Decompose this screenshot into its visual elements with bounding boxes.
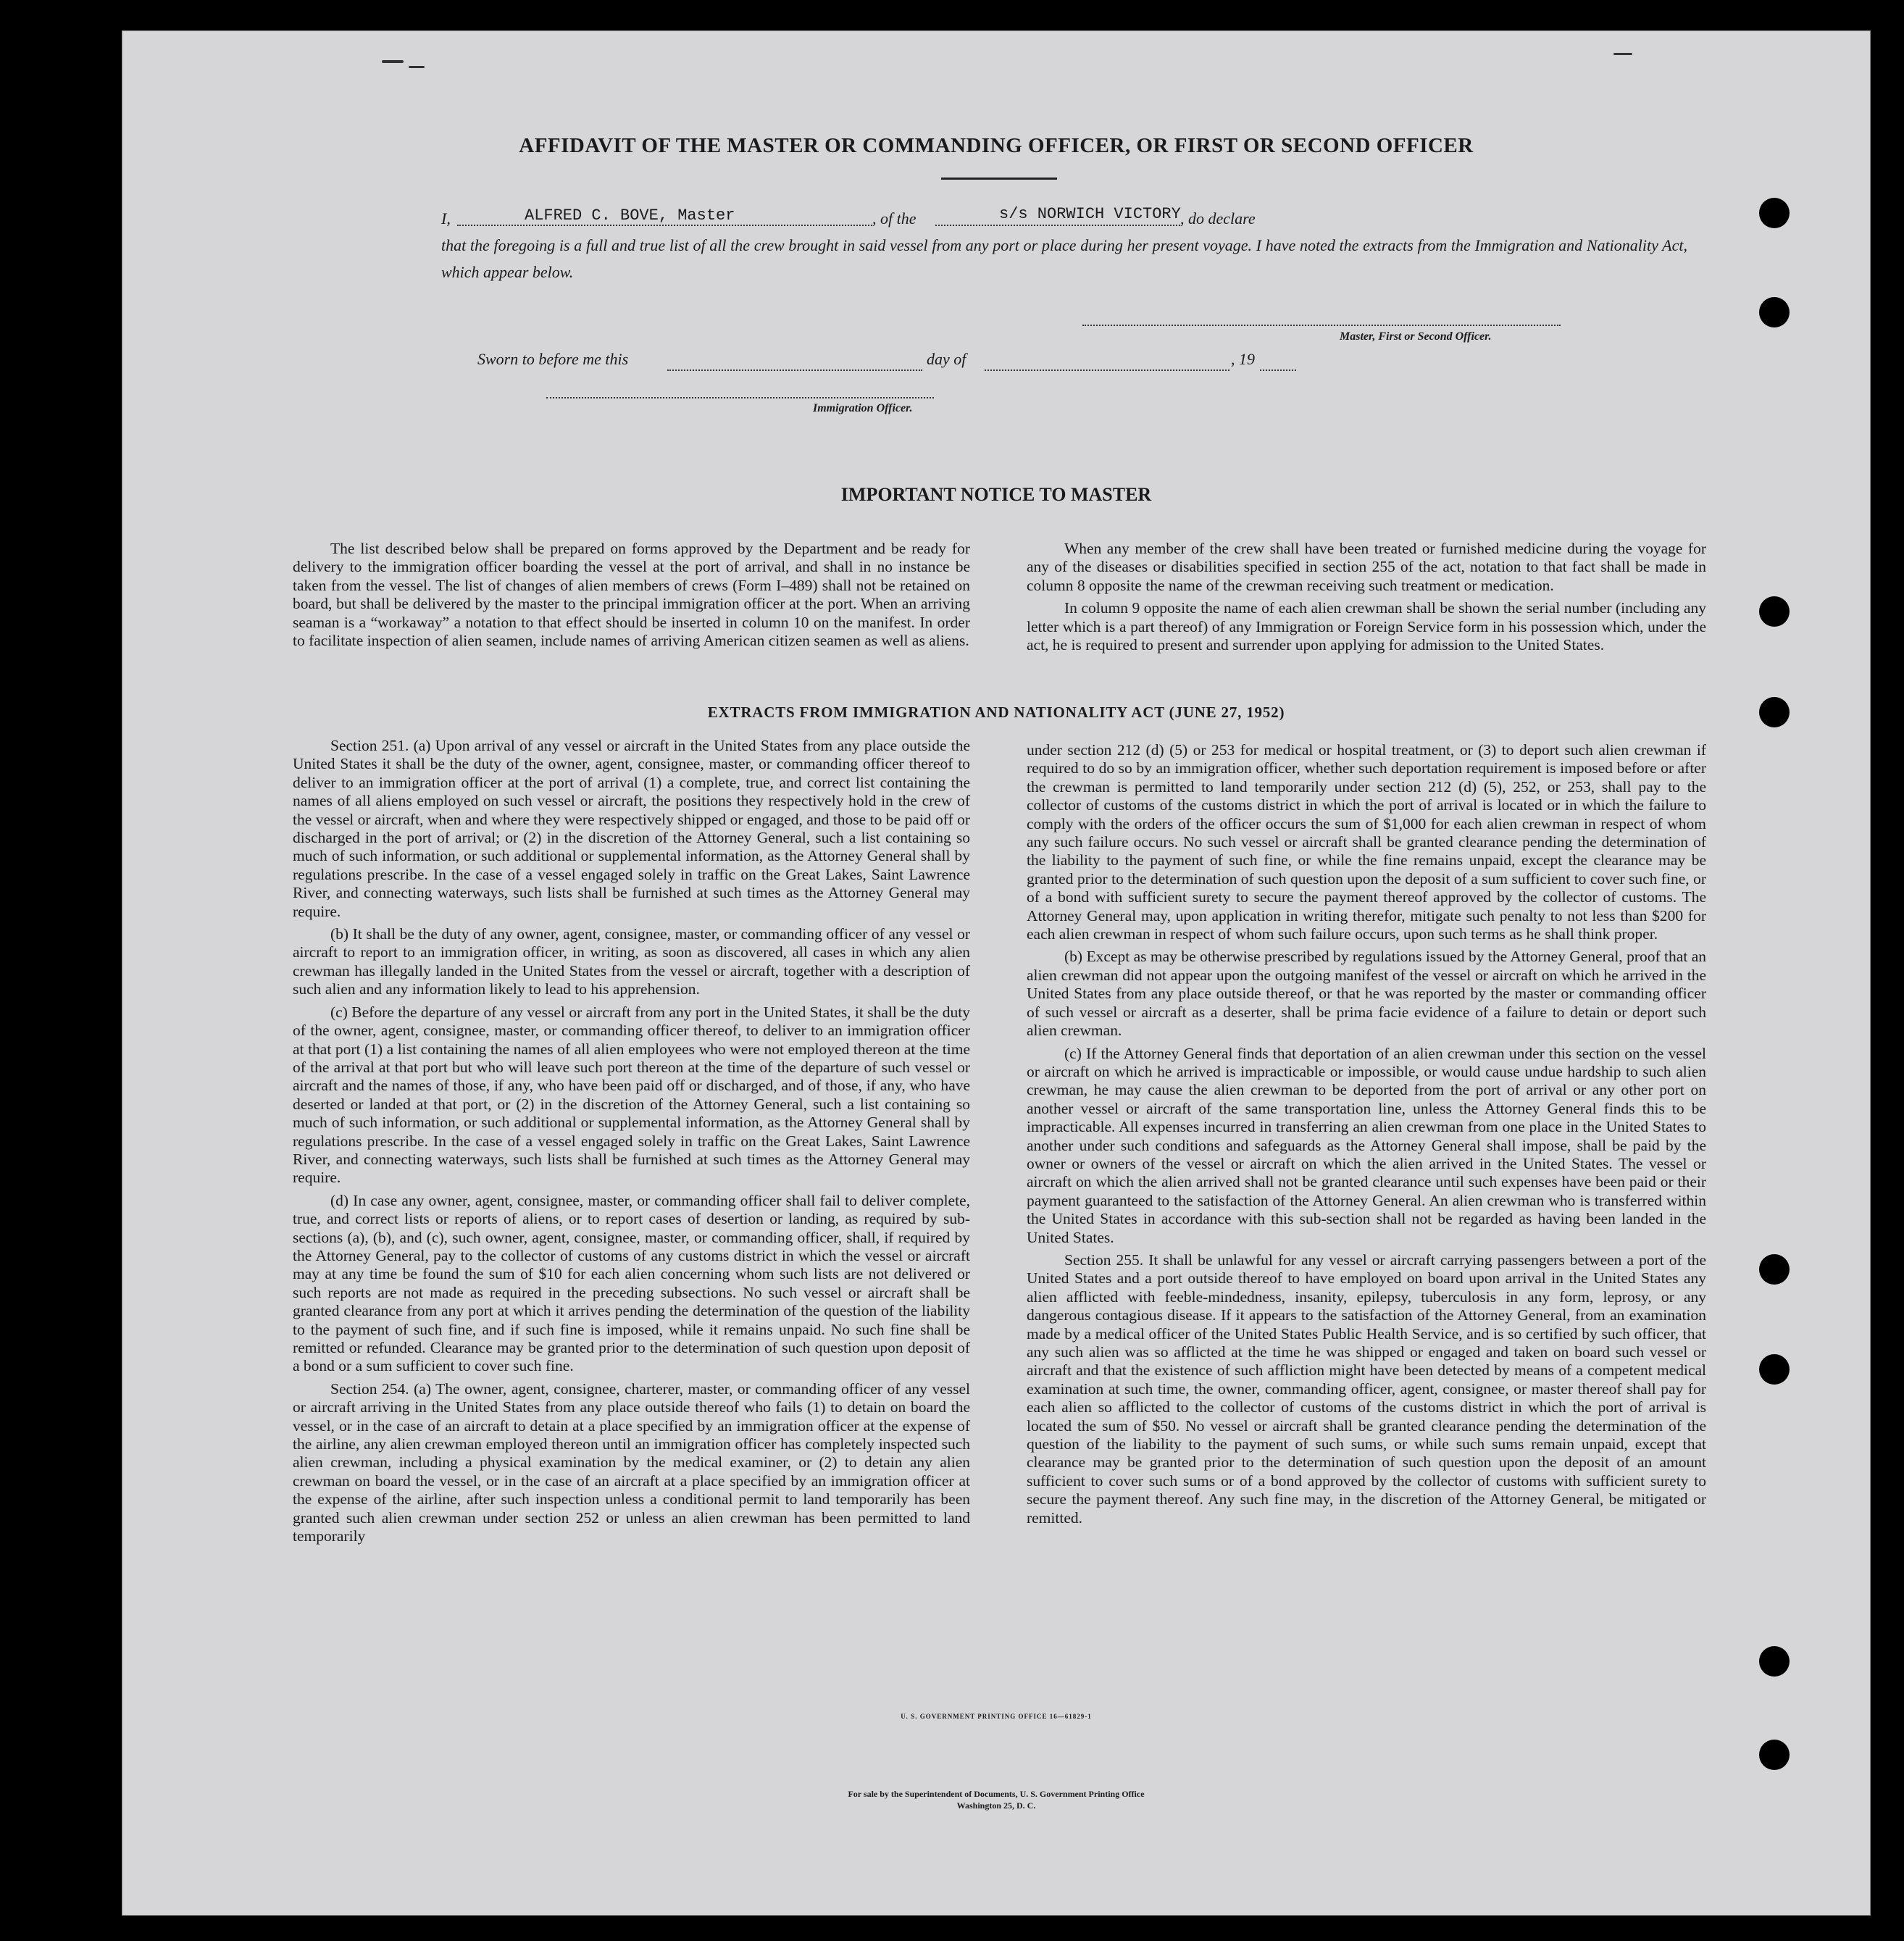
- title-underline: [941, 178, 1057, 180]
- scan-mark: [382, 60, 404, 63]
- document-page: [122, 30, 1871, 1916]
- punch-hole-icon: [1759, 697, 1790, 727]
- act-paragraph: (b) It shall be the duty of any owner, agent, consignee, master, or commanding officer of any vessel or aircraft to report to an immigration officer, in writing, as soon as discovered, all cases in which any alien crewman has illegally landed in the United States from the vessel or aircraft, together with a description of such alien and any information likely to lead to his apprehension.: [293, 925, 970, 998]
- notice-paragraph: In column 9 opposite the name of each alien crewman shall be shown the serial number (including any letter which is a part thereof) of any Immigration or Foreign Service form in his possession which, under the act, he is required to present and surrender upon applying for admission to the United States.: [1027, 599, 1706, 654]
- signature-line[interactable]: [1082, 325, 1561, 326]
- punch-hole-icon: [1759, 1354, 1790, 1385]
- sworn-day-dotted[interactable]: [667, 370, 922, 371]
- year-label: , 19: [1231, 350, 1255, 368]
- declaration-block: [441, 205, 1687, 285]
- act-paragraph: Section 255. It shall be unlawful for any vessel or aircraft carrying passengers between a port of the United States and a port outside thereof to have employed on board upon arrival in the United States any alien afflicted with feeble-mindedness, insanity, epilepsy, tuberculosis in any form, leprosy, or any dangerous contagious disease. If it appears to the satisfaction of the Attorney General, from an examination made by a medical officer of the United States Public Health Service, and is so certified by such officer, that any such alien was so afflicted at the time he was shipped or engaged and taken on board such vessel or aircraft and that the existence of such affliction might have been detected by means of a competent medical examination at such time, the owner, commanding officer, agent, consignee, or master thereof shall pay for each alien so afflicted to the collector of customs of the customs district in which the port of arrival is located the sum of $50. No vessel or aircraft shall be granted clearance pending the determination of the question of the liability to the payment of such sums, or while such sums remain unpaid, except that clearance may be granted prior to the determination of such question upon the deposit of an amount sufficient to cover such sums or of a bond approved by the collector of customs with sufficient surety to secure the payment thereof. Any such fine may, in the discretion of the Attorney General, be mitigated or remitted.: [1027, 1251, 1706, 1527]
- affidavit-title: AFFIDAVIT OF THE MASTER OR COMMANDING OFFICER, OR FIRST OR SECOND OFFICER: [519, 134, 1474, 157]
- act-paragraph: (d) In case any owner, agent, consignee, master, or commanding officer shall fail to deliver complete, true, and correct lists or reports of aliens, or to report cases of desertion or landing, as required by sub-sections (a), (b), and (c), such owner, agent, consignee, master, or commanding officer, shall, if required by the Attorney General, pay to the collector of customs of any customs district in which the vessel or aircraft may at any time be found the sum of $10 for each alien concerning whom such lists are not delivered or such reports are not made as required in the preceding subsections. No such vessel or aircraft shall be granted clearance from any port at which it arrives pending the determination of the question of the liability to the payment of such fine, and if such fine is imposed, while it remains unpaid. No such fine shall be remitted or refunded. Clearance may be granted prior to the determination of such question upon deposit of a bond or a sum sufficient to cover such fine.: [293, 1191, 970, 1375]
- punch-hole-icon: [1759, 198, 1790, 228]
- master-name-field[interactable]: ALFRED C. BOVE, Master: [525, 206, 735, 225]
- scan-mark: [409, 66, 425, 68]
- scan-mark: [1613, 53, 1632, 55]
- do-declare-label: , do declare: [1180, 209, 1256, 228]
- act-right-column: [1027, 741, 1706, 1532]
- notice-left-column: [293, 540, 970, 654]
- declaration-line: [441, 205, 1687, 232]
- for-sale-notice: [122, 1788, 1870, 1811]
- act-paragraph: (c) Before the departure of any vessel or aircraft from any port in the United States, it shall be the duty of the owner, agent, consignee, master, or commanding officer thereof, to deliver to an immigration officer at that port (1) a list containing the names of all alien employees who were not employed thereon at the time of the arrival at that port but who will leave such port thereon at the time of the departure of such vessel or aircraft and the names of those, if any, who have been paid off or discharged, and of those, if any, who have deserted or landed at that port, or (2) in the discretion of the Attorney General, such a list containing so much of such information, or such additional or supplemental information, as the Attorney General shall by regulations prescribe. In the case of a vessel engaged solely in traffic on the Great Lakes, Saint Lawrence River, and connecting waterways, such lists shall be furnished at such times as the Attorney General may require.: [293, 1003, 970, 1187]
- act-paragraph: under section 212 (d) (5) or 253 for medical or hospital treatment, or (3) to deport such alien crewman if required to do so by an immigration officer, whether such deportation requirement is imposed before or after the crewman is permitted to land temporarily under section 212 (d) (5), 252, or 253, shall pay to the collector of customs of the customs district in which the port of arrival is located or in which the failure to comply with the orders of the officer occurs the sum of $1,000 for each alien crewman in respect of whom any such failure occurs. No such vessel or aircraft shall be granted clearance pending the determination of the liability to the payment of such fine, or while the fine remains unpaid, except the clearance may be granted prior to the determination of such question upon the deposit of a sum sufficient to cover such fine, or of a bond with sufficient surety to secure the payment thereof approved by the collector of customs. The Attorney General may, upon application in writing therefor, mitigate such penalty to not less than $200 for each alien crewman in respect of whom such failure occurs, upon such terms as he shall think proper.: [1027, 741, 1706, 943]
- act-paragraph: Section 254. (a) The owner, agent, consignee, charterer, master, or commanding officer of any vessel or aircraft arriving in the United States from any place outside thereof who fails (1) to detain on board the vessel, or in the case of an aircraft to detain at a place specified by an immigration officer at the expense of the airline, any alien crewman employed thereon until an immigration officer has completely inspected such alien crewman, including a physical examination by the medical examiner, or (2) to detain any alien crewman on board the vessel, or in the case of an aircraft at a place specified by an immigration officer at the expense of the airline, after such inspection unless a conditional permit to land temporarily has been granted such alien crewman under section 252 or unless an alien crewman has been permitted to land temporarily: [293, 1379, 970, 1545]
- immigration-officer-line[interactable]: [546, 397, 934, 398]
- signature-caption: Master, First or Second Officer.: [1340, 330, 1492, 343]
- vessel-name-field[interactable]: s/s NORWICH VICTORY: [999, 205, 1181, 223]
- i-label: I,: [441, 209, 451, 228]
- for-sale-line: For sale by the Superintendent of Documents, U. S. Government Printing Office: [848, 1789, 1145, 1799]
- notice-paragraph: The list described below shall be prepared on forms approved by the Department and be ready for delivery to the immigration officer boarding the vessel at the port of arrival, and shall in no instance be taken from the vessel. The list of changes of alien members of crews (Form I–489) shall not be retained on board, but shall be delivered by the master to the principal immigration officer at the port. When an arriving seaman is a “workaway” a notation to that effect should be inserted in column 10 on the manifest. In order to facilitate inspection of alien seamen, include names of arriving American citizen seamen as well as aliens.: [293, 540, 970, 650]
- punch-hole-icon: [1759, 1646, 1790, 1677]
- notice-title: IMPORTANT NOTICE TO MASTER: [840, 484, 1152, 505]
- immigration-officer-caption: Immigration Officer.: [813, 402, 913, 414]
- punch-hole-icon: [1759, 1740, 1790, 1770]
- punch-hole-icon: [1759, 1254, 1790, 1285]
- punch-hole-icon: [1759, 596, 1790, 627]
- extracts-title: EXTRACTS FROM IMMIGRATION AND NATIONALITY ACT (JUNE 27, 1952): [707, 704, 1285, 721]
- declaration-text: that the foregoing is a full and true list of all the crew brought in said vessel from any port or place during her present voyage. I have noted the extracts from the Immigration and Nationality Act, which appear below.: [441, 236, 1687, 281]
- act-left-column: [293, 737, 970, 1550]
- sworn-month-dotted[interactable]: [985, 370, 1229, 371]
- sworn-label: Sworn to before me this: [477, 350, 629, 368]
- notice-paragraph: When any member of the crew shall have been treated or furnished medicine during the voyage for any of the diseases or disabilities specified in section 255 of the act, notation to that fact shall be made in column 8 opposite the name of the crewman receiving such treatment or medication.: [1027, 540, 1706, 594]
- day-of-label: day of: [927, 350, 966, 368]
- act-paragraph: Section 251. (a) Upon arrival of any vessel or aircraft in the United States from any place outside the United States it shall be the duty of the owner, agent, consignee, master, or commanding officer thereof to deliver to an immigration officer at the port of arrival (1) a complete, true, and correct list containing the names of all aliens employed on such vessel or aircraft, the positions they respectively hold in the crew of the vessel or aircraft, when and where they were respectively shipped or engaged, and those to be paid off or discharged in the port of arrival; or (2) in the discretion of the Attorney General, such a list containing so much of such information, or such additional or supplemental information, as the Attorney General shall by regulations prescribe. In the case of a vessel engaged solely in traffic on the Great Lakes, Saint Lawrence River, and connecting waterways, such lists shall be furnished at such times as the Attorney General may require.: [293, 737, 970, 920]
- punch-hole-icon: [1759, 297, 1790, 327]
- sworn-year-dotted[interactable]: [1260, 370, 1296, 371]
- printer-imprint: U. S. GOVERNMENT PRINTING OFFICE 16—61829-1: [901, 1713, 1092, 1720]
- sworn-line: [477, 350, 1419, 379]
- act-paragraph: (b) Except as may be otherwise prescribed by regulations issued by the Attorney General, proof that an alien crewman did not appear upon the outgoing manifest of the vessel or aircraft on which he arrived in the United States from any place outside thereof, or that he was reported by the master or commanding officer of such vessel or aircraft as a deserter, shall be prima facie evidence of a failure to detain or deport such alien crewman.: [1027, 948, 1706, 1040]
- for-sale-city: Washington 25, D. C.: [956, 1800, 1036, 1811]
- of-the-label: , of the: [872, 209, 916, 228]
- act-paragraph: (c) If the Attorney General finds that deportation of an alien crewman under this section on the vessel or aircraft on which he arrived is impracticable or impossible, or would cause undue hardship to such alien crewman, he may cause the alien crewman to be deported from the port of arrival or any other port on another vessel or aircraft of the same transportation line, unless the Attorney General finds this to be impracticable. All expenses incurred in transferring an alien crewman from one place in the United States to another under such conditions and safeguards as the Attorney General shall impose, shall be paid by the owner or owners of the vessel or aircraft on which the alien arrived in the United States. The vessel or aircraft on which the alien arrived shall not be granted clearance until such expenses have been paid or their payment guaranteed to the satisfaction of the Attorney General. An alien crewman who is transferred within the United States in accordance with this sub-section shall not be regarded as having been landed in the United States.: [1027, 1044, 1706, 1246]
- notice-right-column: [1027, 540, 1706, 659]
